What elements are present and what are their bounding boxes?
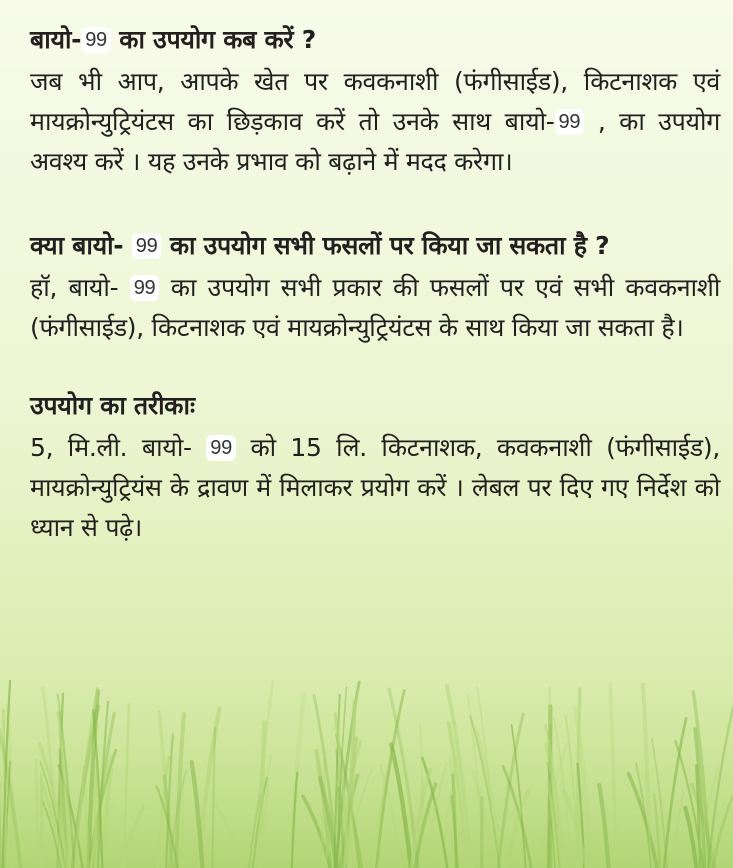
question-text-prefix: बायो- [30, 25, 82, 54]
grass-blade [212, 727, 215, 868]
grass-blade [336, 682, 359, 868]
grass-blade [610, 684, 616, 868]
grass-blade [376, 690, 404, 868]
grass-blade [652, 739, 667, 868]
grass-blade [158, 757, 169, 868]
grass-blade [60, 805, 62, 868]
grass-blade [0, 729, 20, 868]
grass-blade [548, 725, 551, 868]
grass-blade [654, 794, 660, 868]
grass-blade [292, 773, 297, 868]
grass-blade [43, 688, 59, 868]
grass-blade [261, 756, 270, 868]
grass-blade [216, 804, 242, 868]
grass-blade [478, 786, 496, 868]
grass-blade [713, 797, 733, 868]
grass-blade [415, 784, 435, 868]
grass-blade [40, 762, 65, 868]
product-number-badge: 99 [81, 27, 111, 53]
grass-blade [123, 808, 143, 868]
grass-blade [260, 722, 265, 868]
grass-blade [636, 763, 651, 868]
grass-blade [320, 778, 336, 868]
grass-blade [169, 770, 186, 868]
grass-blade [546, 725, 565, 868]
grass-blade [157, 786, 178, 868]
grass-blade [549, 799, 555, 868]
grass-blade [664, 718, 686, 868]
grass-blade [380, 765, 401, 868]
grass-blade [422, 758, 447, 868]
grass-blade [322, 759, 324, 868]
grass-blade [547, 762, 559, 868]
grass-blade [335, 714, 349, 868]
grass-blade [453, 775, 456, 868]
grass-blade [449, 723, 467, 868]
grass-blade [192, 762, 203, 868]
grass-blade [337, 751, 344, 868]
grass-blade [425, 764, 447, 868]
answer-text-part1: जब भी आप, आपके खेत पर कवकनाशी (फंगीसाईड), किटनाशक एवं मायक्रोन्युट्रियंटस का छिड़काव करें तो उनके साथ बायो- [30, 67, 720, 136]
grass-blade [417, 780, 422, 868]
question-text-suffix: का उपयोग कब करें ? [110, 25, 316, 54]
grass-blade [346, 738, 357, 868]
answer-text-part2: का उपयोग सभी प्रकार की फसलों पर एवं सभी कवकनाशी (फंगीसाईड), किटनाशक एवं मायक्रोन्युट्रियंटस के साथ किया जा सकता है। [30, 273, 720, 342]
product-number-badge: 99 [132, 233, 162, 259]
answer-text-part2: , का उपयोग अवश्य करें । यह उनके प्रभाव को बढ़ाने में मदद करेगा। [30, 107, 720, 176]
grass-blade [450, 760, 462, 868]
grass-blade [442, 756, 458, 868]
grass-blade [498, 714, 523, 868]
question-usage-method: उपयोग का तरीकाः [30, 391, 195, 420]
grass-blade [84, 768, 88, 868]
answer-all-crops [30, 268, 720, 348]
product-number-badge: 99 [555, 109, 585, 135]
grass-blade [60, 750, 67, 868]
grass-blade [58, 713, 71, 868]
answer-usage-method [30, 428, 720, 548]
grass-blade [334, 695, 339, 868]
question-all-crops [30, 228, 720, 264]
grass-blade [6, 780, 20, 868]
grass-blade [61, 768, 65, 868]
grass-blade [75, 688, 97, 868]
grass-blade [249, 794, 260, 868]
grass-blade [98, 806, 113, 868]
grass-blade [176, 714, 184, 868]
grass-blade [159, 712, 171, 868]
product-number-badge: 99 [130, 275, 160, 301]
grass-blade [70, 725, 99, 868]
grass-blade [512, 725, 526, 868]
grass-blade [473, 771, 493, 868]
grass-blade [73, 707, 98, 868]
grass-blade [550, 688, 553, 868]
grass-blade [374, 754, 392, 868]
grass-blade [89, 750, 116, 868]
grass-blade [323, 798, 351, 868]
grass-blade [349, 801, 362, 868]
grass-blade [42, 799, 61, 868]
grass-blade [578, 764, 585, 868]
grass-blade [695, 729, 705, 868]
grass-blade [391, 745, 410, 868]
grass-blade [344, 685, 358, 868]
answer-when-to-use [30, 62, 720, 182]
grass-blade [420, 725, 424, 868]
grass-blade [41, 781, 63, 868]
grass-blade [338, 788, 339, 868]
grass-blade [692, 785, 715, 868]
grass-blade [696, 766, 700, 868]
grass-blade [447, 686, 472, 868]
grass-blade [389, 689, 418, 868]
grass-blade [350, 701, 354, 868]
grass-blade [577, 689, 580, 868]
grass-blade [36, 760, 38, 868]
grass-blade [125, 705, 129, 868]
faq-content [30, 22, 720, 548]
grass-blade [166, 734, 173, 868]
question-text-suffix: का उपयोग सभी फसलों पर किया जा सकता है ? [161, 231, 610, 260]
grass-blade [253, 778, 267, 868]
grass-blade [643, 685, 650, 868]
grass-blade [412, 770, 431, 868]
grass-blade [3, 710, 6, 868]
grass-blade [88, 691, 98, 868]
grass-blade [477, 687, 496, 868]
grass-blade [91, 757, 111, 868]
grass-blade [540, 744, 567, 868]
grass-blade [337, 687, 347, 868]
grass-blade [59, 731, 69, 868]
answer-text-part1: हॉ, बायो- [30, 273, 130, 302]
grass-blade [563, 791, 586, 868]
grass-blade [452, 797, 458, 868]
grass-blade [576, 772, 586, 868]
grass-blade [476, 731, 503, 868]
grass-blade [303, 796, 330, 868]
grass-blade [254, 681, 273, 868]
product-number-badge: 99 [206, 435, 236, 461]
grass-blade [675, 741, 703, 868]
answer-text-part1: 5, मि.ली. बायो- [30, 433, 207, 462]
grass-blade [548, 781, 557, 868]
grass-blade [554, 718, 572, 868]
grass-blade [337, 741, 360, 868]
grass-blade [341, 775, 358, 868]
grass-blade [3, 681, 10, 868]
grass-blade [685, 808, 696, 868]
grass-blade [507, 791, 528, 868]
grass-blade [628, 774, 657, 868]
grass-blade [345, 770, 372, 868]
grass-blade [547, 744, 563, 868]
grass-blade [58, 694, 63, 868]
grass-blade [696, 769, 719, 868]
answer-text-part2: को 15 लि. किटनाशक, कवकनाशी (फंगीसाईड), मायक्रोन्युट्रियंस के द्रावण में मिलाकर प्रयोग करें । लेबल पर दिए गए निर्देश को ध्यान से पढ़े। [30, 433, 720, 542]
grass-decoration [0, 668, 733, 868]
grass-blade [5, 761, 10, 868]
grass-blade [599, 785, 608, 868]
grass-blade [40, 744, 68, 868]
grass-blade [566, 716, 579, 868]
grass-blade [468, 695, 484, 868]
grass-blade [470, 716, 499, 868]
grass-blade [314, 695, 338, 868]
grass-blade [198, 708, 220, 868]
grass-blade [93, 713, 114, 868]
grass-blade [164, 776, 172, 868]
question-when-to-use [30, 22, 720, 58]
grass-blade [93, 710, 102, 868]
grass-blade [1, 784, 13, 868]
grass-blade [503, 766, 531, 868]
grass-blade [693, 692, 709, 868]
grass-blade [575, 708, 591, 868]
grass-blade [291, 694, 305, 868]
grass-blade [8, 706, 12, 868]
grass-blade [59, 765, 83, 868]
grass-blade [58, 694, 75, 868]
grass-blade [671, 793, 684, 868]
grass-blade [61, 787, 62, 868]
grass-blade [316, 751, 330, 868]
grass-blade [182, 789, 183, 868]
question-text-prefix: क्या बायो- [30, 231, 132, 260]
grass-blade [103, 769, 112, 868]
grass-blade [98, 702, 108, 868]
grass-blade [336, 735, 359, 868]
grass-blade [708, 704, 733, 868]
